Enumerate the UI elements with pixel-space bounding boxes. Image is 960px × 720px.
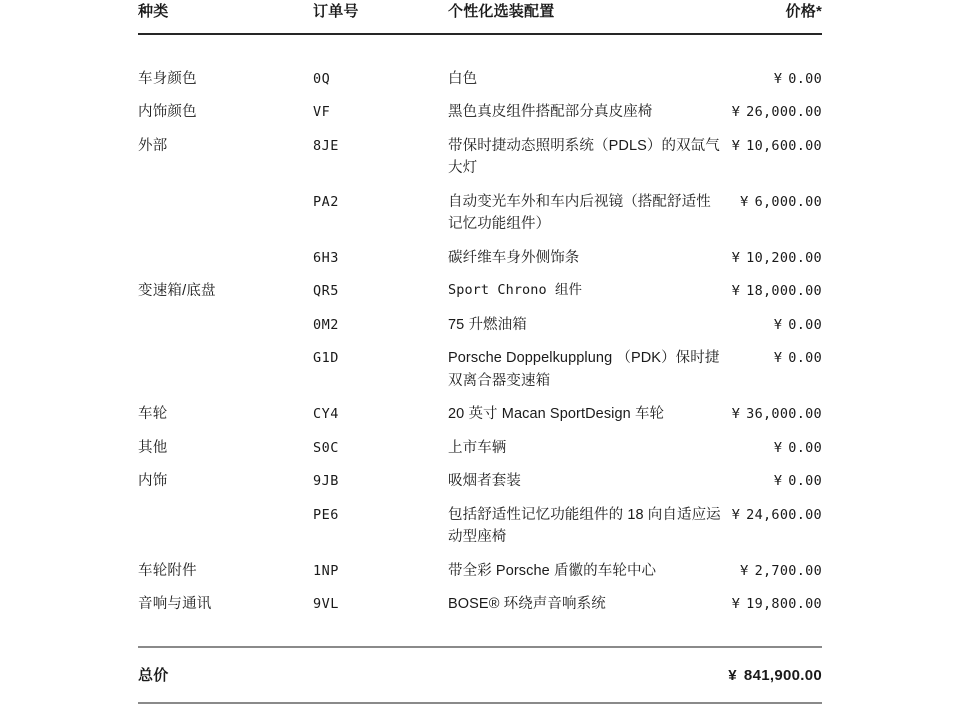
cell-description: 自动变光车外和车内后视镜（搭配舒适性记忆功能组件） bbox=[448, 193, 711, 233]
cell-category: 内饰 bbox=[138, 473, 168, 490]
table-row bbox=[138, 247, 822, 280]
cell-code: S0C bbox=[313, 439, 339, 456]
table-row bbox=[138, 403, 822, 436]
total-section bbox=[138, 646, 822, 704]
cell-category bbox=[138, 347, 313, 403]
currency-symbol: ¥ bbox=[773, 473, 783, 490]
cell-description: Porsche Doppelkupplung （PDK）保时捷双离合器变速箱 bbox=[448, 350, 720, 389]
price-value: 0.00 bbox=[788, 316, 822, 333]
table-row bbox=[138, 560, 822, 593]
currency-symbol: ¥ bbox=[740, 562, 749, 579]
cell-code: 1NP bbox=[313, 562, 339, 579]
cell-price bbox=[728, 101, 822, 134]
cell-description: 吸烟者套装 bbox=[448, 473, 521, 490]
cell-price bbox=[728, 280, 822, 313]
cell-code: 8JE bbox=[313, 137, 339, 154]
table-row bbox=[138, 135, 822, 191]
cell-price bbox=[728, 593, 822, 626]
currency-symbol: ¥ bbox=[773, 71, 783, 87]
cell-category bbox=[138, 247, 313, 280]
price-value: 10,200.00 bbox=[746, 249, 822, 266]
cell-description: 包括舒适性记忆功能组件的 18 向自适应运动型座椅 bbox=[448, 506, 721, 546]
header-gap bbox=[138, 34, 822, 68]
table-row bbox=[138, 470, 822, 503]
cell-category: 内饰颜色 bbox=[138, 104, 197, 121]
cell-code: 9VL bbox=[313, 595, 339, 612]
cell-price bbox=[728, 347, 822, 403]
table-row bbox=[138, 280, 822, 313]
cell-code: 9JB bbox=[313, 473, 339, 490]
price-value: 6,000.00 bbox=[754, 193, 822, 210]
table-row bbox=[138, 191, 822, 247]
table-row bbox=[138, 347, 822, 403]
cell-category: 外部 bbox=[138, 137, 168, 154]
column-header-description: 个性化选装配置 bbox=[448, 3, 555, 20]
currency-symbol: ¥ bbox=[731, 249, 741, 266]
currency-symbol: ¥ bbox=[731, 137, 741, 154]
cell-description: 白色 bbox=[448, 71, 478, 87]
currency-symbol: ¥ bbox=[731, 595, 741, 612]
price-value: 2,700.00 bbox=[754, 562, 822, 579]
currency-symbol: ¥ bbox=[731, 104, 741, 121]
currency-symbol: ¥ bbox=[740, 193, 749, 210]
cell-price bbox=[728, 314, 822, 347]
total-value bbox=[728, 667, 822, 684]
cell-category bbox=[138, 314, 313, 347]
total-amount: 841,900.00 bbox=[743, 667, 822, 685]
price-value: 0.00 bbox=[788, 473, 822, 490]
cell-description: 带全彩 Porsche 盾徽的车轮中心 bbox=[448, 562, 657, 579]
cell-category: 车身颜色 bbox=[138, 71, 197, 87]
cell-category: 车轮附件 bbox=[138, 562, 197, 579]
table-row bbox=[138, 68, 822, 101]
price-value: 26,000.00 bbox=[746, 104, 822, 121]
price-value: 0.00 bbox=[788, 350, 822, 367]
currency-symbol: ¥ bbox=[773, 439, 783, 456]
table-header bbox=[138, 0, 822, 34]
price-value: 18,000.00 bbox=[746, 283, 822, 300]
cell-category: 音响与通讯 bbox=[138, 595, 212, 612]
cell-category: 其他 bbox=[138, 439, 168, 456]
cell-code: 0M2 bbox=[313, 316, 339, 333]
cell-code: G1D bbox=[313, 350, 339, 367]
cell-description: 20 英寸 Macan SportDesign 车轮 bbox=[448, 406, 665, 423]
currency-symbol: ¥ bbox=[773, 316, 783, 333]
price-value: 19,800.00 bbox=[746, 595, 822, 612]
cell-category: 变速箱/底盘 bbox=[138, 283, 216, 300]
cell-price bbox=[728, 135, 822, 191]
column-header-price: 价格* bbox=[785, 3, 822, 20]
total-label: 总价 bbox=[138, 667, 169, 685]
cell-price bbox=[728, 470, 822, 503]
cell-price bbox=[728, 191, 822, 247]
cell-code: 0Q bbox=[313, 71, 331, 87]
cell-category bbox=[138, 191, 313, 247]
currency-symbol: ¥ bbox=[728, 667, 737, 685]
currency-symbol: ¥ bbox=[731, 406, 741, 423]
table-row bbox=[138, 437, 822, 470]
cell-code: PE6 bbox=[313, 506, 339, 523]
column-header-code: 订单号 bbox=[313, 3, 359, 20]
cell-code: PA2 bbox=[313, 193, 339, 210]
options-table bbox=[138, 0, 822, 626]
cell-price bbox=[728, 437, 822, 470]
cell-category bbox=[138, 504, 313, 560]
currency-symbol: ¥ bbox=[773, 350, 783, 367]
cell-description: 带保时捷动态照明系统（PDLS）的双氙气大灯 bbox=[448, 137, 720, 177]
cell-description: 75 升燃油箱 bbox=[448, 316, 527, 333]
cell-price bbox=[728, 68, 822, 101]
cell-description: 碳纤维车身外侧饰条 bbox=[448, 249, 580, 266]
currency-symbol: ¥ bbox=[731, 283, 741, 300]
table-row bbox=[138, 314, 822, 347]
total-row bbox=[138, 648, 822, 702]
cell-description: Sport Chrono 组件 bbox=[448, 282, 583, 299]
column-header-category: 种类 bbox=[138, 3, 169, 20]
cell-code: VF bbox=[313, 104, 331, 121]
price-value: 0.00 bbox=[788, 71, 822, 87]
currency-symbol: ¥ bbox=[731, 506, 741, 523]
table-row bbox=[138, 593, 822, 626]
price-value: 0.00 bbox=[788, 439, 822, 456]
table-body bbox=[138, 34, 822, 626]
cell-description: BOSE® 环绕声音响系统 bbox=[448, 595, 606, 612]
cell-code: 6H3 bbox=[313, 249, 339, 266]
table-row bbox=[138, 101, 822, 134]
price-value: 36,000.00 bbox=[746, 406, 822, 423]
cell-description: 黑色真皮组件搭配部分真皮座椅 bbox=[448, 104, 653, 121]
cell-code: QR5 bbox=[313, 283, 339, 300]
cell-price bbox=[728, 504, 822, 560]
cell-category: 车轮 bbox=[138, 406, 168, 423]
price-value: 24,600.00 bbox=[746, 506, 822, 523]
cell-price bbox=[728, 403, 822, 436]
cell-price bbox=[728, 247, 822, 280]
cell-price bbox=[728, 560, 822, 593]
price-value: 10,600.00 bbox=[746, 137, 822, 154]
cell-code: CY4 bbox=[313, 406, 339, 423]
cell-description: 上市车辆 bbox=[448, 439, 507, 456]
table-row bbox=[138, 504, 822, 560]
